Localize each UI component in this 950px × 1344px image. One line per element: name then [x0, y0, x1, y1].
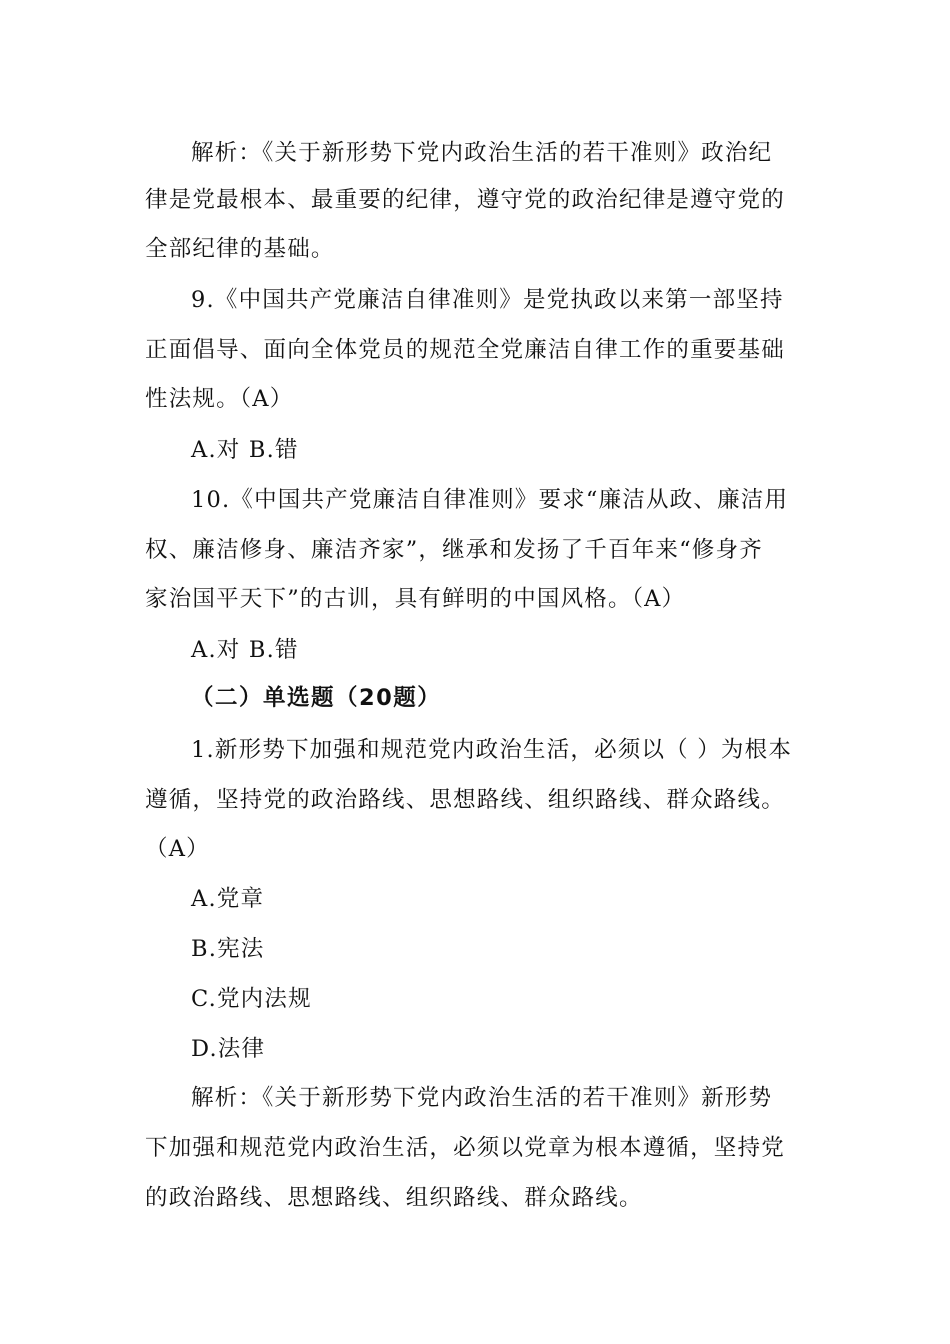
question-9-line-2: 正面倡导、面向全体党员的规范全党廉洁自律工作的重要基础	[145, 337, 785, 363]
question-10-line-3: 家治国平天下”的古训，具有鲜明的中国风格。（A）	[145, 586, 686, 612]
mc-question-1-line-2: 遵循，坚持党的政治路线、思想路线、组织路线、群众路线。	[145, 787, 785, 813]
analysis-1-line-3: 的政治路线、思想路线、组织路线、群众路线。	[145, 1185, 643, 1211]
analysis-8-line-1: 解析：《关于新形势下党内政治生活的若干准则》政治纪	[191, 140, 773, 166]
option-a: A.党章	[191, 886, 265, 912]
analysis-8-line-2: 律是党最根本、最重要的纪律，遵守党的政治纪律是遵守党的	[145, 187, 785, 213]
option-d: D.法律	[191, 1036, 266, 1062]
question-10-line-2: 权、廉洁修身、廉洁齐家”，继承和发扬了千百年来“修身齐	[145, 537, 763, 563]
mc-question-1-line-1: 1.新形势下加强和规范党内政治生活，必须以（ ）为根本	[191, 737, 793, 763]
analysis-1-line-2: 下加强和规范党内政治生活，必须以党章为根本遵循，坚持党	[145, 1135, 785, 1161]
analysis-1-line-1: 解析：《关于新形势下党内政治生活的若干准则》新形势	[191, 1085, 773, 1111]
option-b: B.宪法	[191, 936, 265, 962]
section-heading-single-choice: （二）单选题（20题）	[191, 685, 442, 711]
question-9-line-3: 性法规。（A）	[145, 386, 294, 412]
mc-question-1-answer: （A）	[145, 836, 210, 862]
question-9-line-1: 9.《中国共产党廉洁自律准则》是党执政以来第一部坚持	[191, 287, 784, 313]
option-c: C.党内法规	[191, 986, 312, 1012]
question-10-options: A.对 B.错	[191, 637, 299, 663]
analysis-8-line-3: 全部纪律的基础。	[145, 236, 335, 262]
question-10-line-1: 10.《中国共产党廉洁自律准则》要求“廉洁从政、廉洁用	[191, 487, 789, 513]
question-9-options: A.对 B.错	[191, 437, 299, 463]
